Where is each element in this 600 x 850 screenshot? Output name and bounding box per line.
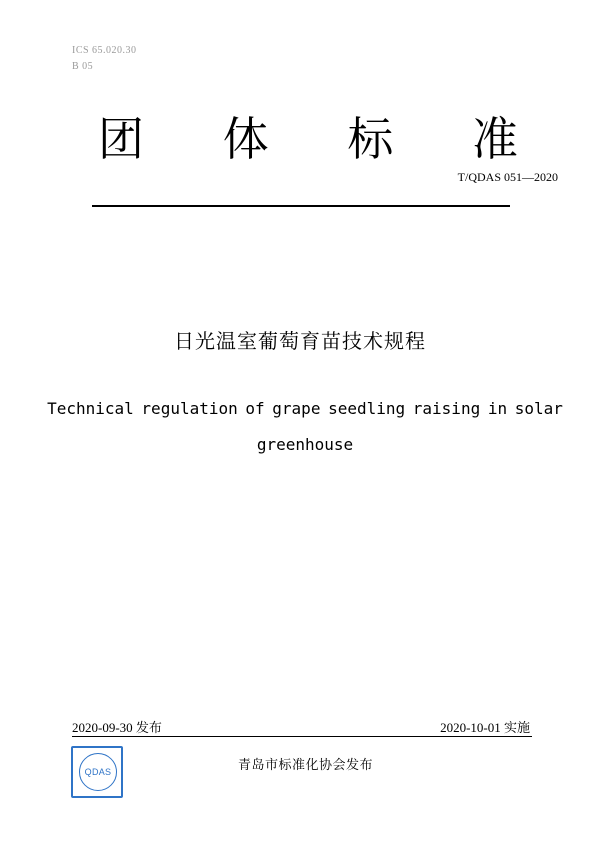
english-title: Technical regulation of grape seedling raising in solar greenhouse bbox=[47, 399, 563, 454]
ics-code: ICS 65.020.30 bbox=[72, 45, 137, 56]
footer-divider bbox=[72, 736, 532, 737]
standard-type-title bbox=[98, 108, 518, 170]
standard-number: T/QDAS 051—2020 bbox=[457, 170, 558, 184]
logo-circle bbox=[79, 753, 117, 791]
title-char: 准 bbox=[471, 112, 518, 166]
publisher: 青岛市标准化协会发布 bbox=[238, 758, 374, 773]
header-divider bbox=[92, 205, 510, 207]
logo-text: QDAS bbox=[84, 767, 112, 777]
title-char: 团 bbox=[98, 112, 144, 166]
ccs-code: B 05 bbox=[72, 61, 94, 72]
chinese-title: 日光温室葡萄育苗技术规程 bbox=[174, 329, 426, 353]
qdas-logo bbox=[71, 746, 123, 798]
issue-date: 2020-09-30 发布 bbox=[72, 720, 162, 735]
title-char: 标 bbox=[347, 112, 394, 166]
implementation-date: 2020-10-01 实施 bbox=[440, 720, 530, 735]
title-char: 体 bbox=[222, 112, 269, 166]
